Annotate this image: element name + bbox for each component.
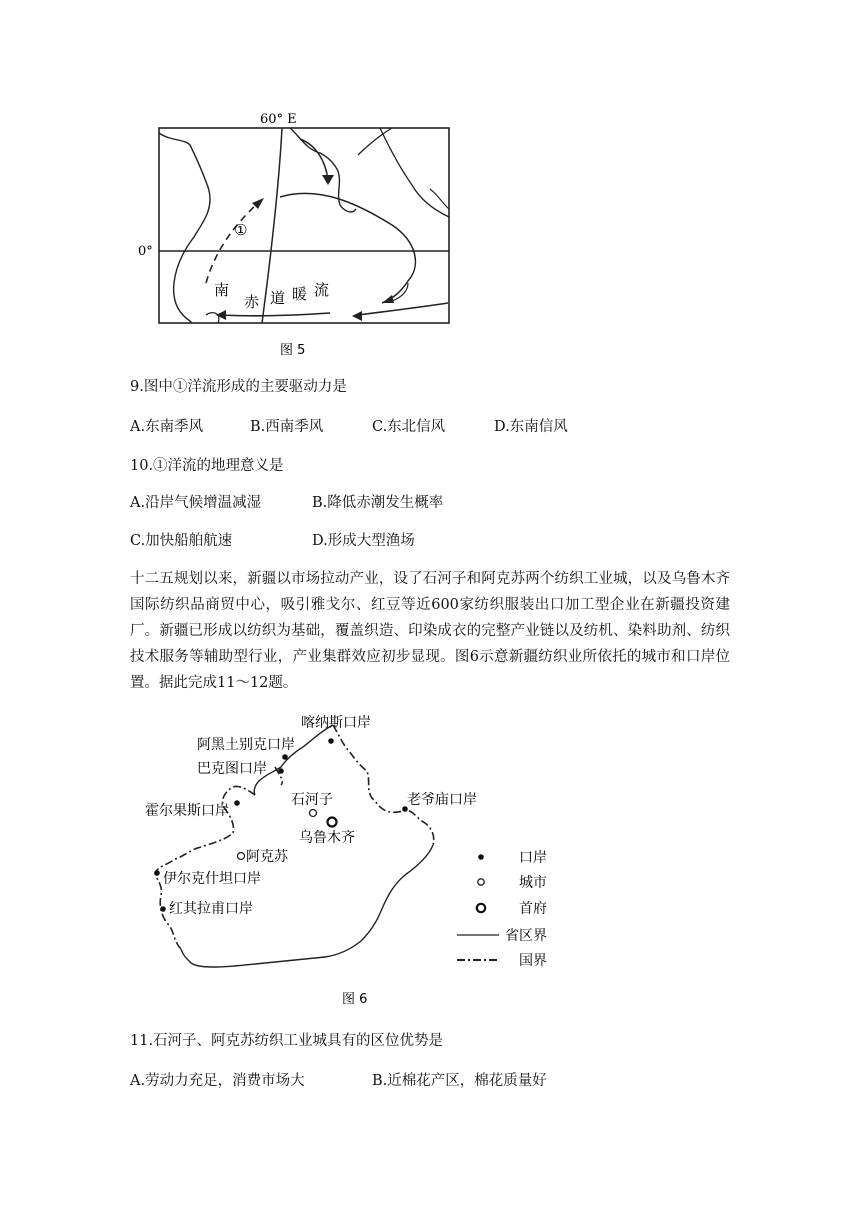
q10-option-b[interactable]: B.降低赤潮发生概率 — [312, 495, 444, 511]
current-label-char-2: 赤 — [244, 293, 260, 311]
q10-option-c[interactable]: C.加快船舶航速 — [130, 533, 233, 549]
label-aksu: 阿克苏 — [246, 849, 288, 865]
q9-option-d[interactable]: D.东南信风 — [494, 419, 568, 435]
q9-option-c[interactable]: C.东北信风 — [372, 419, 446, 435]
label-khunjerab: 红其拉甫口岸 — [169, 901, 253, 917]
q11-option-b[interactable]: B.近棉花产区，棉花质量好 — [372, 1073, 547, 1089]
current-1-dashed — [206, 203, 258, 283]
current-label-char-3: 道 — [270, 289, 286, 307]
africa-coastline — [159, 133, 210, 323]
figure-6-caption: 图 6 — [342, 992, 368, 1007]
city-dot-shihezi — [310, 810, 317, 817]
legend-port-symbol — [478, 854, 484, 860]
label-urumqi: 乌鲁木齐 — [299, 830, 355, 846]
figure-6 — [135, 705, 595, 1010]
label-bakitu: 巴克图口岸 — [197, 761, 267, 777]
east-coast — [430, 189, 449, 209]
label-aheitubieke: 阿黑土别克口岸 — [197, 737, 295, 753]
current-1-marker: ① — [234, 221, 248, 239]
reading-passage: 十二五规划以来，新疆以市场拉动产业，设了石河子和阿克苏两个纺织工业城，以及乌鲁木齐国际纺织品商贸中心，吸引雅戈尔、红豆等近600家纺织服装出口加工型企业在新疆投资建厂。新疆已形成以纺织为基础，覆盖织造、印染成衣的完整产业链以及纺机、染料助剂、纺织技术服务等辅助型行业，产业集群效应初步显现。图6示意新疆纺织业所依托的城市和口岸位置。据此完成11～12题。 — [130, 571, 730, 691]
sec-current-2 — [358, 303, 448, 315]
boundary-segment-nw — [254, 725, 333, 795]
port-dot-bakitu — [278, 768, 284, 774]
legend-city-label: 城市 — [519, 875, 547, 891]
longitude-label: 60° E — [260, 112, 297, 127]
arabia-coastline — [290, 128, 356, 212]
figure-5 — [130, 105, 480, 365]
sec-current-1 — [222, 313, 330, 316]
north-current — [300, 139, 328, 181]
legend-city-symbol — [478, 879, 484, 885]
label-kanas: 喀纳斯口岸 — [301, 715, 371, 731]
legend-capital-symbol — [477, 904, 485, 912]
madagascar-coast — [206, 313, 219, 323]
figure-6-legend — [457, 849, 547, 969]
gyre-arrowhead — [382, 295, 394, 303]
legend-port-label: 口岸 — [519, 850, 547, 866]
capital-dot-urumqi — [328, 818, 337, 827]
label-khorgos: 霍尔果斯口岸 — [145, 803, 229, 819]
q10-option-a[interactable]: A.沿岸气候增温减湿 — [130, 495, 262, 511]
legend-provincial-boundary-label: 省区界 — [505, 928, 547, 944]
current-label-char-4: 暖 — [292, 285, 308, 303]
figure-5-map — [130, 105, 480, 365]
equator-label: 0° — [138, 244, 153, 259]
q10-option-d[interactable]: D.形成大型渔场 — [312, 533, 415, 549]
sec-current-2-arrowhead — [352, 311, 362, 321]
question-9-stem: 9.图中①洋流形成的主要驱动力是 — [130, 379, 347, 395]
sec-current-1-arrowhead — [216, 310, 226, 320]
label-irkeshtam: 伊尔克什坦口岸 — [163, 871, 261, 887]
port-dot-khorgos — [234, 800, 240, 806]
question-10-stem: 10.①洋流的地理意义是 — [130, 458, 284, 474]
label-shihezi: 石河子 — [291, 792, 333, 808]
port-dot-khunjerab — [160, 906, 166, 912]
port-dot-kanas — [328, 738, 334, 744]
north-current-arrowhead — [322, 175, 334, 185]
question-11-stem: 11.石河子、阿克苏纺织工业城具有的区位优势是 — [130, 1033, 444, 1049]
port-dot-aheitubieke — [282, 754, 288, 760]
figure-6-map — [135, 705, 595, 1010]
legend-capital-label: 首府 — [519, 901, 547, 917]
label-laoyemiao: 老爷庙口岸 — [407, 792, 477, 808]
legend-national-boundary-label: 国界 — [519, 953, 547, 969]
q9-option-a[interactable]: A.东南季风 — [130, 419, 204, 435]
national-boundary-north — [275, 725, 434, 845]
city-dot-aksu — [238, 853, 245, 860]
port-dot-irkeshtam — [154, 870, 160, 876]
india-coast-2 — [380, 128, 449, 217]
current-label-char-5: 流 — [314, 281, 330, 299]
figure-5-caption: 图 5 — [280, 343, 306, 358]
current-label-char-1: 南 — [214, 281, 230, 299]
q11-option-a[interactable]: A.劳动力充足，消费市场大 — [130, 1073, 305, 1089]
q9-option-b[interactable]: B.西南季风 — [250, 419, 324, 435]
